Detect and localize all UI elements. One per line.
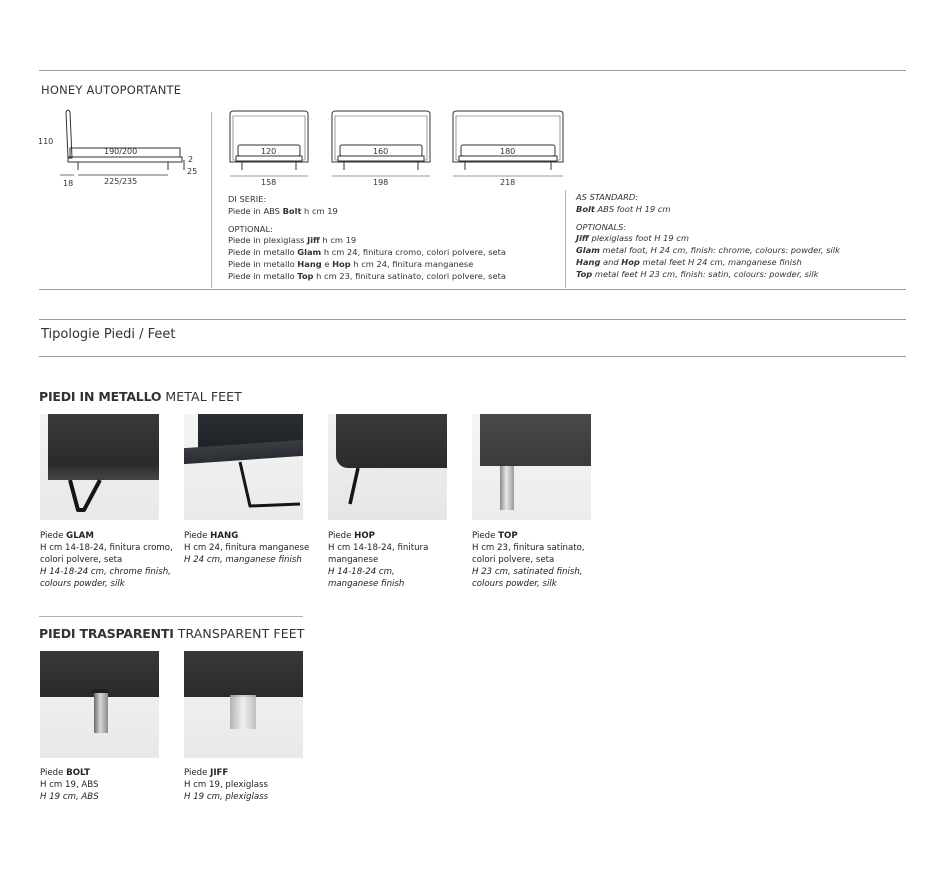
front-view-drawing-160 xyxy=(330,110,434,190)
transparent-top-rule xyxy=(39,616,303,617)
transparent-feet-heading: PIEDI TRASPARENTI TRANSPARENT FEET xyxy=(39,626,305,641)
front-width-198: 198 xyxy=(373,178,389,187)
bolt-caption: Piede BOLT H cm 19, ABS H 19 cm, ABS xyxy=(40,768,99,802)
product-title: HONEY AUTOPORTANTE xyxy=(41,83,182,97)
glam-caption: Piede GLAM H cm 14-18-24, finitura cromo, colori polvere, seta H 14-18-24 cm, chrome finish, colours powder, silk xyxy=(40,531,173,589)
spec-english xyxy=(576,192,840,281)
bolt-caption-title: Piede BOLT xyxy=(40,768,90,778)
top-foot-photo xyxy=(472,414,591,520)
optional-en-line-4: Top metal feet H 23 cm, finish: satin, colours: powder, silk xyxy=(576,268,819,279)
column-divider-2 xyxy=(565,190,566,288)
side-length-label: 190/200 xyxy=(104,147,138,156)
top-caption-title: Piede TOP xyxy=(472,531,518,541)
side-left-bottom-label: 18 xyxy=(63,179,74,188)
side-total-label: 225/235 xyxy=(104,177,138,186)
optional-en-line-1: Jiff plexiglass foot H 19 cm xyxy=(576,233,689,244)
hang-foot-photo xyxy=(184,414,303,520)
front-view-drawing-120 xyxy=(228,110,312,190)
standard-en-label: AS STANDARD: xyxy=(576,192,639,202)
side-height-label: 110 xyxy=(38,137,54,146)
section-title: Tipologie Piedi / Feet xyxy=(41,327,176,342)
optional-en-label: OPTIONALS: xyxy=(576,221,627,232)
front-view-drawing-180 xyxy=(451,110,567,190)
front-mattress-160: 160 xyxy=(373,147,389,156)
optional-it-line-2: Piede in metallo Glam h cm 24, finitura cromo, colori polvere, seta xyxy=(228,247,506,258)
optional-en-line-3: Hang and Hop metal feet H 24 cm, manganese finish xyxy=(576,256,802,267)
section-top-rule xyxy=(39,319,906,320)
column-divider xyxy=(211,112,212,288)
hop-caption: Piede HOP H cm 14-18-24, finitura manganese H 14-18-24 cm, manganese finish xyxy=(328,531,429,589)
hop-foot-photo xyxy=(328,414,447,520)
standard-it-label: DI SERIE: xyxy=(228,194,267,204)
top-caption: Piede TOP H cm 23, finitura satinato, colori polvere, seta H 23 cm, satinated finish, colours powder, silk xyxy=(472,531,585,589)
glam-caption-title: Piede GLAM xyxy=(40,531,94,541)
optional-it-label: OPTIONAL: xyxy=(228,223,273,234)
side-right-bottom-label: 25 xyxy=(187,167,198,176)
front-mattress-180: 180 xyxy=(500,147,516,156)
jiff-caption-title: Piede JIFF xyxy=(184,768,229,778)
jiff-caption: Piede JIFF H cm 19, plexiglass H 19 cm, plexiglass xyxy=(184,768,269,802)
optional-it-line-3: Piede in metallo Hang e Hop h cm 24, finitura manganese xyxy=(228,258,474,269)
hang-caption-title: Piede HANG xyxy=(184,531,239,541)
hang-caption: Piede HANG H cm 24, finitura manganese H 24 cm, manganese finish xyxy=(184,531,310,565)
front-mattress-120: 120 xyxy=(261,147,277,156)
front-width-218: 218 xyxy=(500,178,516,187)
optional-en-line-2: Glam metal foot, H 24 cm, finish: chrome, colours: powder, silk xyxy=(576,245,840,256)
standard-en-line: Bolt ABS foot H 19 cm xyxy=(576,203,671,214)
optional-it-line-1: Piede in plexiglass Jiff h cm 19 xyxy=(228,235,357,246)
jiff-foot-photo xyxy=(184,651,303,758)
bolt-foot-photo xyxy=(40,651,159,758)
top-rule xyxy=(39,70,906,71)
side-right-top-label: 2 xyxy=(188,155,194,164)
section-bottom-rule xyxy=(39,356,906,357)
glam-foot-photo xyxy=(40,414,159,520)
front-width-158: 158 xyxy=(261,178,277,187)
product-bottom-rule xyxy=(39,289,906,290)
hop-caption-title: Piede HOP xyxy=(328,531,375,541)
side-view-drawing xyxy=(38,104,208,190)
metal-feet-heading: PIEDI IN METALLO METAL FEET xyxy=(39,389,242,404)
standard-it-line: Piede in ABS Bolt h cm 19 xyxy=(228,205,338,216)
optional-it-line-4: Piede in metallo Top h cm 23, finitura satinato, colori polvere, seta xyxy=(228,270,506,281)
spec-italian xyxy=(228,194,506,283)
